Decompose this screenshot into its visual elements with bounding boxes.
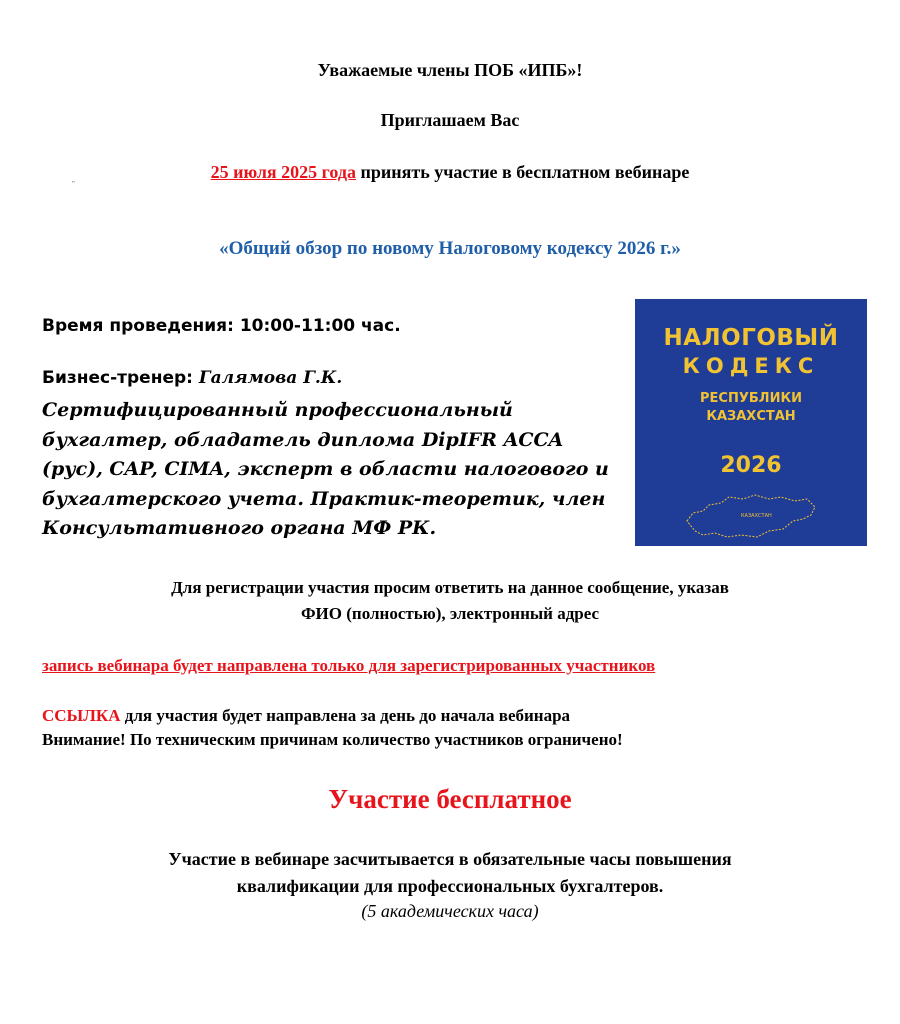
trainer-row (42, 368, 342, 388)
cover-subtitle-line1: РЕСПУБЛИКИ (700, 391, 802, 406)
credit-line2: квалификации для профессиональных бухгалтеров. (236, 876, 664, 896)
link-word: ССЫЛКА (42, 706, 121, 725)
date-line (0, 162, 900, 183)
webinar-date: 25 июля 2025 года (210, 162, 356, 182)
link-rest: для участия будет направлена за день до начала вебинара (120, 706, 571, 725)
tax-code-book-cover (635, 299, 867, 546)
kazakhstan-map-icon (683, 491, 819, 541)
date-suffix: принять участие в бесплатном вебинаре (355, 162, 690, 182)
trainer-name: Галямова Г.К. (198, 368, 343, 388)
webinar-topic: «Общий обзор по новому Налоговому кодексу 2026 г.» (219, 238, 681, 259)
cover-title-line2: КОДЕКС (682, 354, 820, 378)
registration-line1: Для регистрации участия просим ответить на данное сообщение, указав (171, 578, 729, 597)
attention-note: Внимание! По техническим причинам количество участников ограничено! (42, 730, 623, 749)
trainer-bio (42, 396, 620, 544)
bio-line: Консультативного органа МФ РК. (42, 517, 437, 539)
bio-line: (рус), CAP, CIMA, эксперт в области налогового и (42, 458, 609, 480)
link-row (42, 706, 570, 726)
greeting: Уважаемые члены ПОБ «ИПБ»! (317, 60, 583, 80)
credit-line1: Участие в вебинаре засчитывается в обязательные часы повышения (168, 849, 732, 869)
bio-line: бухгалтерского учета. Практик-теоретик, член (42, 487, 606, 510)
free-participation-heading: Участие бесплатное (328, 784, 572, 814)
bio-line: бухгалтер, обладатель диплома DipIFR ACCA (42, 428, 564, 451)
invitation-text: Приглашаем Вас (380, 110, 520, 130)
credit-hours: (5 академических часа) (361, 901, 539, 921)
registration-line2: ФИО (полностью), электронный адрес (300, 604, 600, 623)
recording-note: запись вебинара будет направлена только для зарегистрированных участников (42, 656, 656, 675)
trainer-label: Бизнес-тренер: (42, 368, 199, 388)
cover-year: 2026 (720, 453, 782, 478)
time-row: Время проведения: 10:00-11:00 час. (42, 316, 401, 336)
quote-mark: " (72, 180, 75, 188)
cover-subtitle-line2: КАЗАХСТАН (706, 409, 796, 424)
svg-text:КАЗАХСТАН: КАЗАХСТАН (741, 513, 772, 519)
cover-title-line1: НАЛОГОВЫЙ (663, 325, 839, 351)
bio-line: Сертифицированный профессиональный (42, 399, 513, 421)
